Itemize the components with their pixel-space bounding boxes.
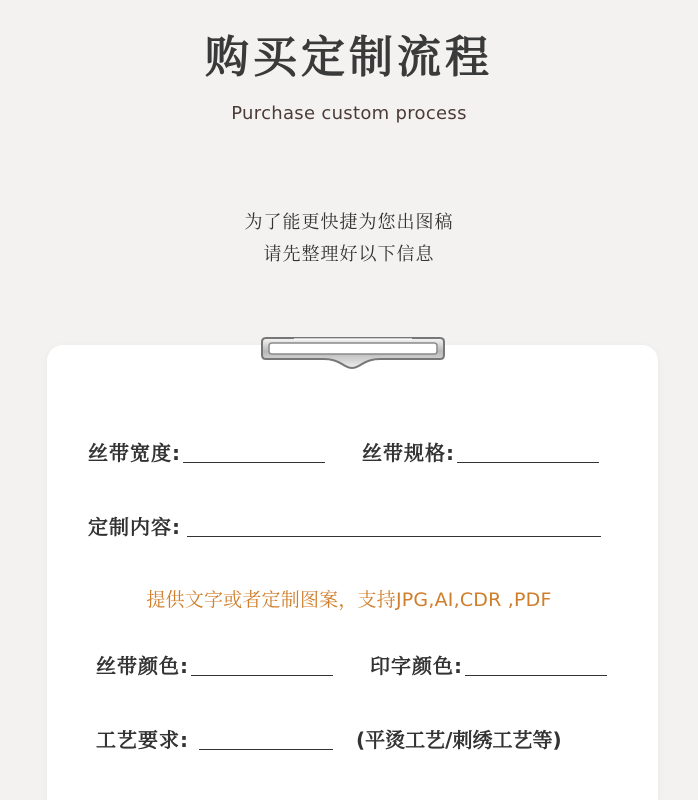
ribbon-spec-label: 丝带规格: <box>362 441 455 465</box>
ribbon-spec-input[interactable] <box>457 443 599 463</box>
page-title: 购买定制流程 <box>205 32 493 83</box>
file-format-note: 提供文字或者定制图案，支持JPG,AI,CDR ,PDF <box>146 589 552 611</box>
print-color-field <box>370 653 607 679</box>
ribbon-color-field <box>96 653 333 679</box>
ribbon-spec-field <box>362 440 599 466</box>
custom-content-field <box>88 514 601 540</box>
ribbon-width-label: 丝带宽度: <box>88 441 181 465</box>
ribbon-width-field <box>88 440 325 466</box>
ribbon-color-label: 丝带颜色: <box>96 654 189 678</box>
craft-label: 工艺要求: <box>96 728 189 752</box>
clipboard-clip-icon <box>260 330 446 376</box>
page-subtitle: Purchase custom process <box>231 103 467 124</box>
print-color-input[interactable] <box>465 656 607 676</box>
print-color-label: 印字颜色: <box>370 654 463 678</box>
craft-input[interactable] <box>199 730 333 750</box>
custom-content-input[interactable] <box>187 517 601 537</box>
intro-line-2: 请先整理好以下信息 <box>263 244 435 265</box>
intro-line-1: 为了能更快捷为您出图稿 <box>244 212 454 233</box>
ribbon-color-input[interactable] <box>191 656 333 676</box>
ribbon-width-input[interactable] <box>183 443 325 463</box>
craft-note: (平烫工艺/刺绣工艺等) <box>356 728 562 752</box>
craft-field <box>96 727 333 753</box>
custom-content-label: 定制内容: <box>88 515 181 539</box>
